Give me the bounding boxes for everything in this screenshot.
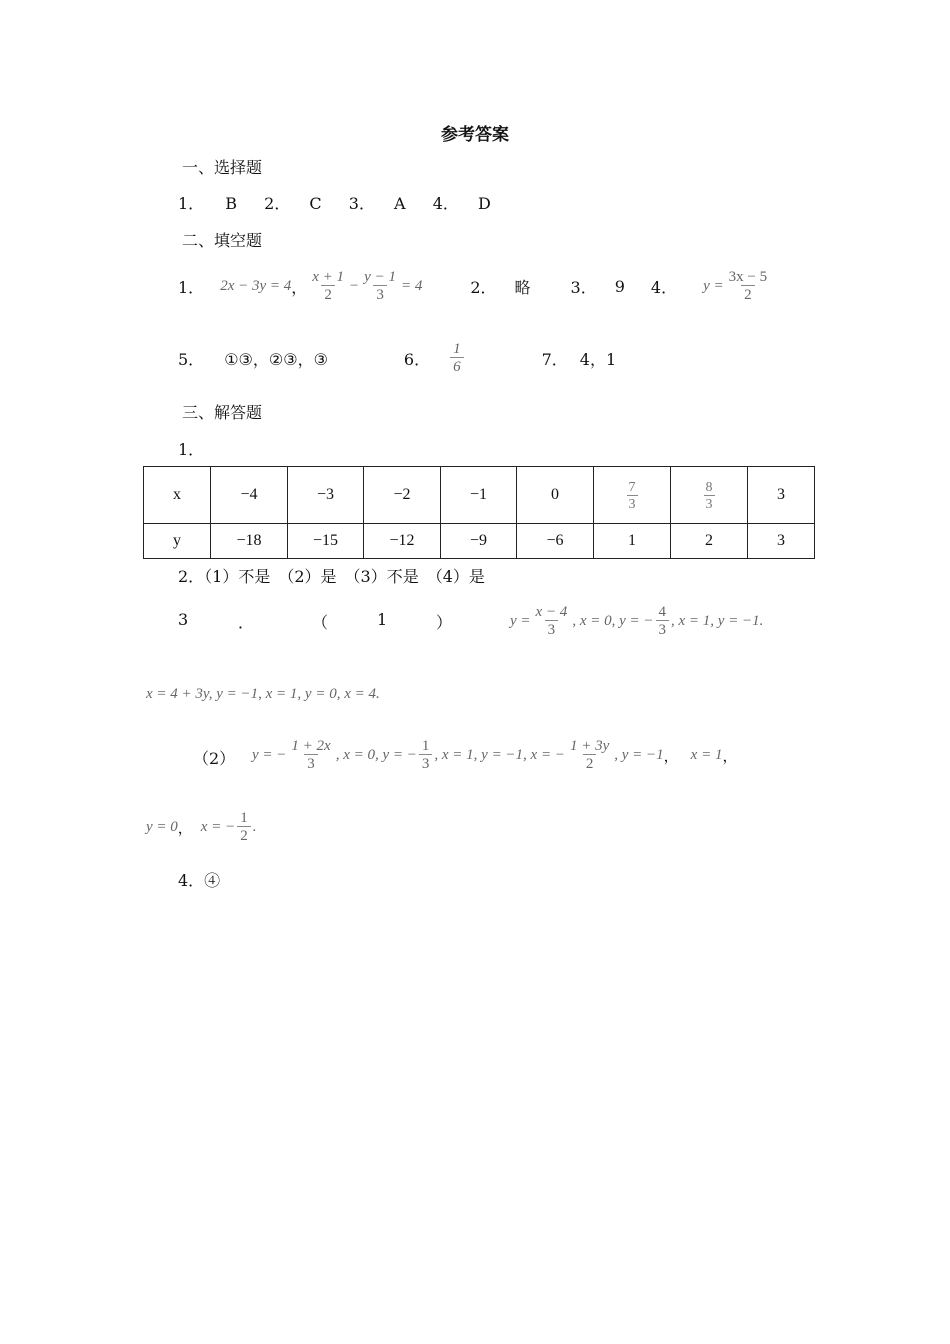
- math-end: .: [252, 818, 257, 835]
- math-lhs: y =: [510, 612, 531, 629]
- table-cell: −12: [364, 524, 441, 559]
- fill-q1-label: 1．: [178, 277, 205, 297]
- fraction-numerator: y − 1: [364, 269, 396, 285]
- choice-answer-4: D: [477, 194, 491, 213]
- table-cell: −15: [288, 524, 364, 559]
- table-cell: −6: [517, 524, 594, 559]
- fill-q3-label: 3．: [570, 277, 597, 297]
- fraction-denominator: 2: [237, 826, 251, 844]
- solve-q3-line1-math: [510, 600, 763, 642]
- math-lhs: y = −: [252, 746, 287, 763]
- table-fraction: [627, 480, 638, 512]
- fraction-denominator: 3: [545, 620, 559, 638]
- values-table: [143, 466, 815, 559]
- solve-q3-dot: ．: [238, 613, 255, 632]
- choice-label-1: 1．: [178, 194, 205, 213]
- fraction-numerator: 1 + 3y: [569, 738, 610, 754]
- choice-answer-1: B: [225, 194, 238, 213]
- fill-q6-label: 6．: [403, 349, 431, 369]
- solve-q3-part-number: 1: [377, 610, 388, 629]
- table-fraction: [704, 480, 715, 512]
- math-fraction: [237, 810, 251, 844]
- fill-q5-answer: ①③，②③，③: [224, 349, 328, 369]
- fill-q1-4-line: [178, 266, 772, 306]
- math-value: x = −: [200, 818, 236, 835]
- fraction-denominator: 2: [741, 285, 755, 303]
- solve-q3-label: 3: [178, 610, 189, 629]
- fraction-numerator: 8: [705, 480, 713, 495]
- section-fill-heading: 二、填空题: [182, 231, 263, 250]
- fill-q7-label: 7．: [541, 349, 568, 369]
- table-cell: −3: [288, 467, 364, 524]
- solve-q3-part2-math: [252, 734, 737, 776]
- math-tail: , y = −1: [614, 746, 664, 763]
- solve-q3-part2-label: （2）: [193, 749, 236, 768]
- table-cell: −18: [211, 524, 288, 559]
- fraction-numerator: 4: [658, 604, 666, 620]
- fill-q3-answer: 9: [614, 276, 625, 296]
- choice-answers: [178, 191, 491, 214]
- fill-q5-7-line: [178, 338, 616, 378]
- solve-q3-line4-math: [146, 806, 256, 848]
- fraction-numerator: 1: [421, 738, 430, 754]
- solve-q1-label: 1．: [178, 440, 205, 459]
- fill-q1-equation: 2x − 3y = 4: [220, 277, 292, 294]
- section-solve-heading: 三、解答题: [182, 403, 263, 422]
- math-middle: , x = 0, y = −: [572, 612, 654, 629]
- solve-q4-answer: 4．④: [178, 871, 221, 890]
- table-cell: −1: [441, 467, 517, 524]
- fill-q4-fraction: [726, 269, 770, 303]
- fill-q1-minus: −: [349, 277, 360, 294]
- table-cell: 3: [748, 524, 815, 559]
- fill-q6-fraction: [450, 341, 464, 375]
- fill-q4-label: 4．: [650, 277, 678, 297]
- table-row-x: [144, 467, 815, 524]
- table-cell: y: [144, 524, 211, 559]
- fraction-numerator: x − 4: [535, 604, 568, 620]
- math-comma: ，: [177, 820, 193, 837]
- fraction-denominator: 2: [321, 285, 335, 303]
- choice-label-3: 3．: [348, 194, 375, 213]
- fill-q7-answer: 4，1: [579, 349, 617, 369]
- math-comma: ，: [663, 748, 679, 765]
- fraction-denominator: 3: [304, 754, 318, 772]
- fill-q1-rhs: = 4: [400, 277, 423, 294]
- choice-label-2: 2．: [264, 194, 291, 213]
- fraction-numerator: 1 + 2x: [291, 738, 331, 754]
- table-cell: 0: [517, 467, 594, 524]
- table-cell: x: [144, 467, 211, 524]
- math-fraction: [288, 738, 333, 772]
- table-cell: [671, 467, 748, 524]
- fraction-numerator: x + 1: [312, 269, 345, 285]
- table-cell: −2: [364, 467, 441, 524]
- fill-q2-label: 2．: [470, 277, 497, 297]
- fraction-numerator: 1: [453, 341, 461, 357]
- table-cell: −4: [211, 467, 288, 524]
- fraction-denominator: 3: [705, 497, 713, 512]
- section-choice-heading: 一、选择题: [182, 158, 263, 177]
- choice-label-4: 4．: [432, 194, 459, 213]
- math-middle: , x = 0, y = −: [335, 746, 417, 763]
- fraction-denominator: 3: [419, 754, 433, 772]
- table-cell: [594, 467, 671, 524]
- fraction-denominator: 2: [583, 754, 597, 772]
- fraction-denominator: 6: [450, 357, 464, 375]
- math-middle: , x = 1, y = −1, x = −: [434, 746, 565, 763]
- fill-q2-answer: 略: [514, 277, 531, 297]
- math-value: y = 0: [146, 818, 178, 835]
- math-comma: ，: [722, 748, 738, 765]
- math-fraction: [533, 604, 571, 638]
- fraction-numerator: 7: [628, 480, 636, 495]
- fill-q1-fraction-2: [361, 269, 399, 303]
- page-title: 参考答案: [441, 125, 509, 145]
- solve-q3-paren-close: ）: [436, 613, 453, 632]
- math-fraction: [567, 738, 612, 772]
- fraction-numerator: 1: [240, 810, 248, 826]
- table-cell: 2: [671, 524, 748, 559]
- table-cell: 1: [594, 524, 671, 559]
- fill-q5-label: 5．: [178, 349, 205, 369]
- fraction-denominator: 3: [628, 497, 636, 512]
- solve-q3-line2-math: x = 4 + 3y, y = −1, x = 1, y = 0, x = 4.: [146, 686, 380, 702]
- fraction-denominator: 3: [373, 285, 387, 303]
- choice-answer-3: A: [394, 194, 406, 213]
- fraction-denominator: 3: [656, 620, 670, 638]
- math-tail: x = 1: [690, 746, 723, 763]
- table-row-y: [144, 524, 815, 559]
- fill-q4-lhs: y =: [703, 277, 724, 294]
- fill-q1-fraction-1: [309, 269, 347, 303]
- math-fraction: [419, 738, 433, 772]
- math-tail: , x = 1, y = −1.: [671, 612, 764, 629]
- fill-q1-separator: ，: [291, 277, 308, 297]
- fraction-numerator: 3x − 5: [728, 269, 768, 285]
- solve-q2-answer: 2．（1）不是 （2）是 （3）不是 （4）是: [178, 567, 485, 586]
- choice-answer-2: C: [309, 194, 322, 213]
- solve-q3-paren-open: （: [312, 613, 329, 632]
- table-cell: 3: [748, 467, 815, 524]
- table-cell: −9: [441, 524, 517, 559]
- math-fraction: [656, 604, 670, 638]
